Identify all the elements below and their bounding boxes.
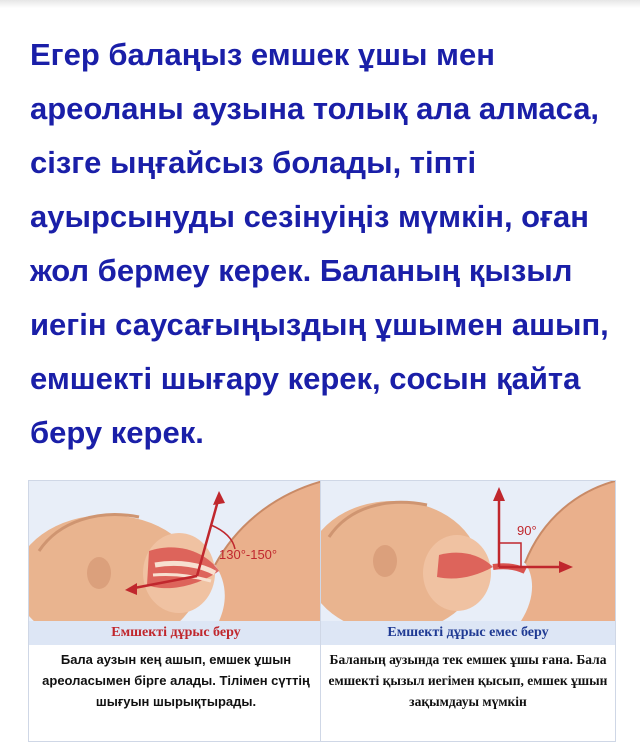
correct-latch-description: Бала аузын кең ашып, емшек ұшын ареоласымен бірге алады. Тілімен сүттің шығуын шырықтырады. xyxy=(42,652,310,709)
incorrect-latch-panel xyxy=(320,480,616,742)
incorrect-latch-title: Емшекті дұрыс емес беру xyxy=(321,621,615,645)
main-paragraph: Егер балаңыз емшек ұшы мен ареоланы аузына толық ала алмаса, сізге ыңғайсыз болады, тіпті ауырсынуды сезінуіңіз мүмкін, оған жол бермеу керек. Баланың қызыл иегін саусағыңыздың ұшымен ашып, емшекті шығару керек, сосын қайта беру керек. xyxy=(30,37,609,450)
incorrect-angle-label: 90° xyxy=(517,523,537,538)
incorrect-latch-description: Баланың аузында тек емшек ұшы ғана. Бала емшекті қызыл иегімен қысып, емшек ұшын зақымдауы мүмкін xyxy=(328,652,608,709)
incorrect-latch-illustration xyxy=(321,481,615,621)
correct-latch-panel xyxy=(28,480,324,742)
correct-latch-title: Емшекті дұрыс беру xyxy=(29,621,323,645)
top-edge-strip xyxy=(0,0,640,8)
correct-latch-illustration xyxy=(29,481,323,621)
correct-angle-label: 130°-150° xyxy=(219,547,278,562)
